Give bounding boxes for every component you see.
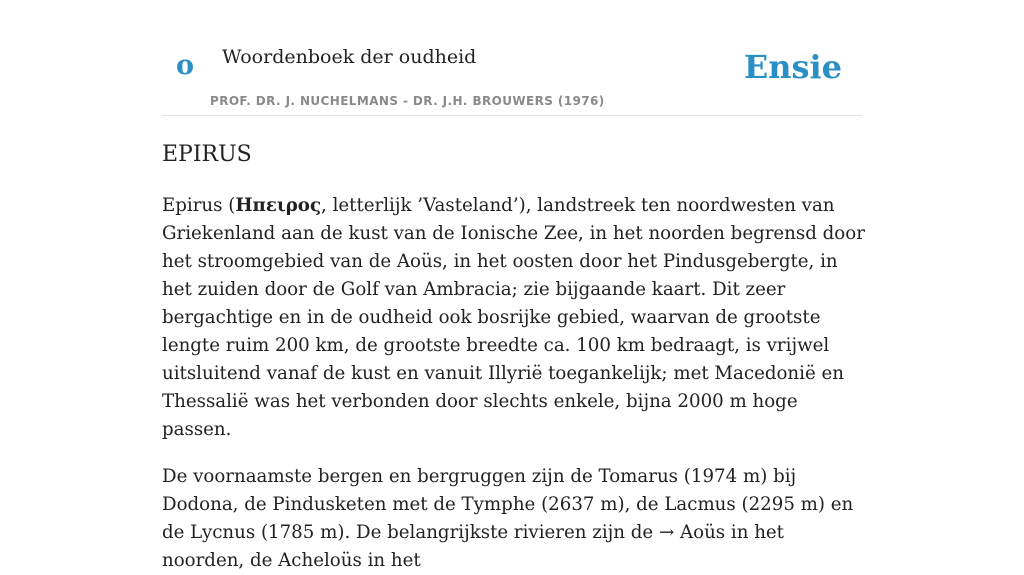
paragraph-1-start: Epirus ( (162, 195, 236, 216)
entry-paragraph-2: De voornaamste bergen en bergruggen zijn de Tomarus (1974 m) bij Dodona, de Pindusketen met de Tymphe (2637 m), de Lacmus (2295 m) en de Lycnus (1785 m). De belangrijkste rivieren zijn de → Aoüs in het noorden, de Acheloüs in het (162, 466, 854, 571)
paragraph-1-rest: , letterlijk ’Vasteland’), landstreek ten noordwesten van Griekenland aan de kust van de Ionische Zee, in het noorden begrensd door het stroomgebied van de Aoüs, in het oosten door het Pindusgebergte, in het zuiden door de Golf van Ambracia; zie bijgaande kaart. Dit zeer bergachtige en in de oudheid ook bosrijke gebied, waarvan de grootste lengte ruim 200 km, de grootste breedte ca. 100 km bedraagt, is vrijwel uitsluitend vanaf de kust en vanuit Illyrië toegankelijk; met Macedonië en Thessalië was het verbonden door slechts enkele, bijna 2000 m hoge passen. (162, 195, 865, 440)
brand-logo[interactable]: Ensie (743, 48, 842, 86)
index-letter[interactable]: o (176, 50, 195, 81)
book-title[interactable]: Woordenboek der oudheid (222, 46, 477, 68)
entry-title: EPIRUS (162, 142, 252, 167)
greek-term: Ηπειρος (235, 195, 322, 216)
entry-paragraph-1 (162, 192, 867, 444)
entry-content (162, 140, 867, 575)
header (162, 40, 862, 116)
book-authors: PROF. DR. J. NUCHELMANS - DR. J.H. BROUWERS (1976) (210, 94, 605, 108)
